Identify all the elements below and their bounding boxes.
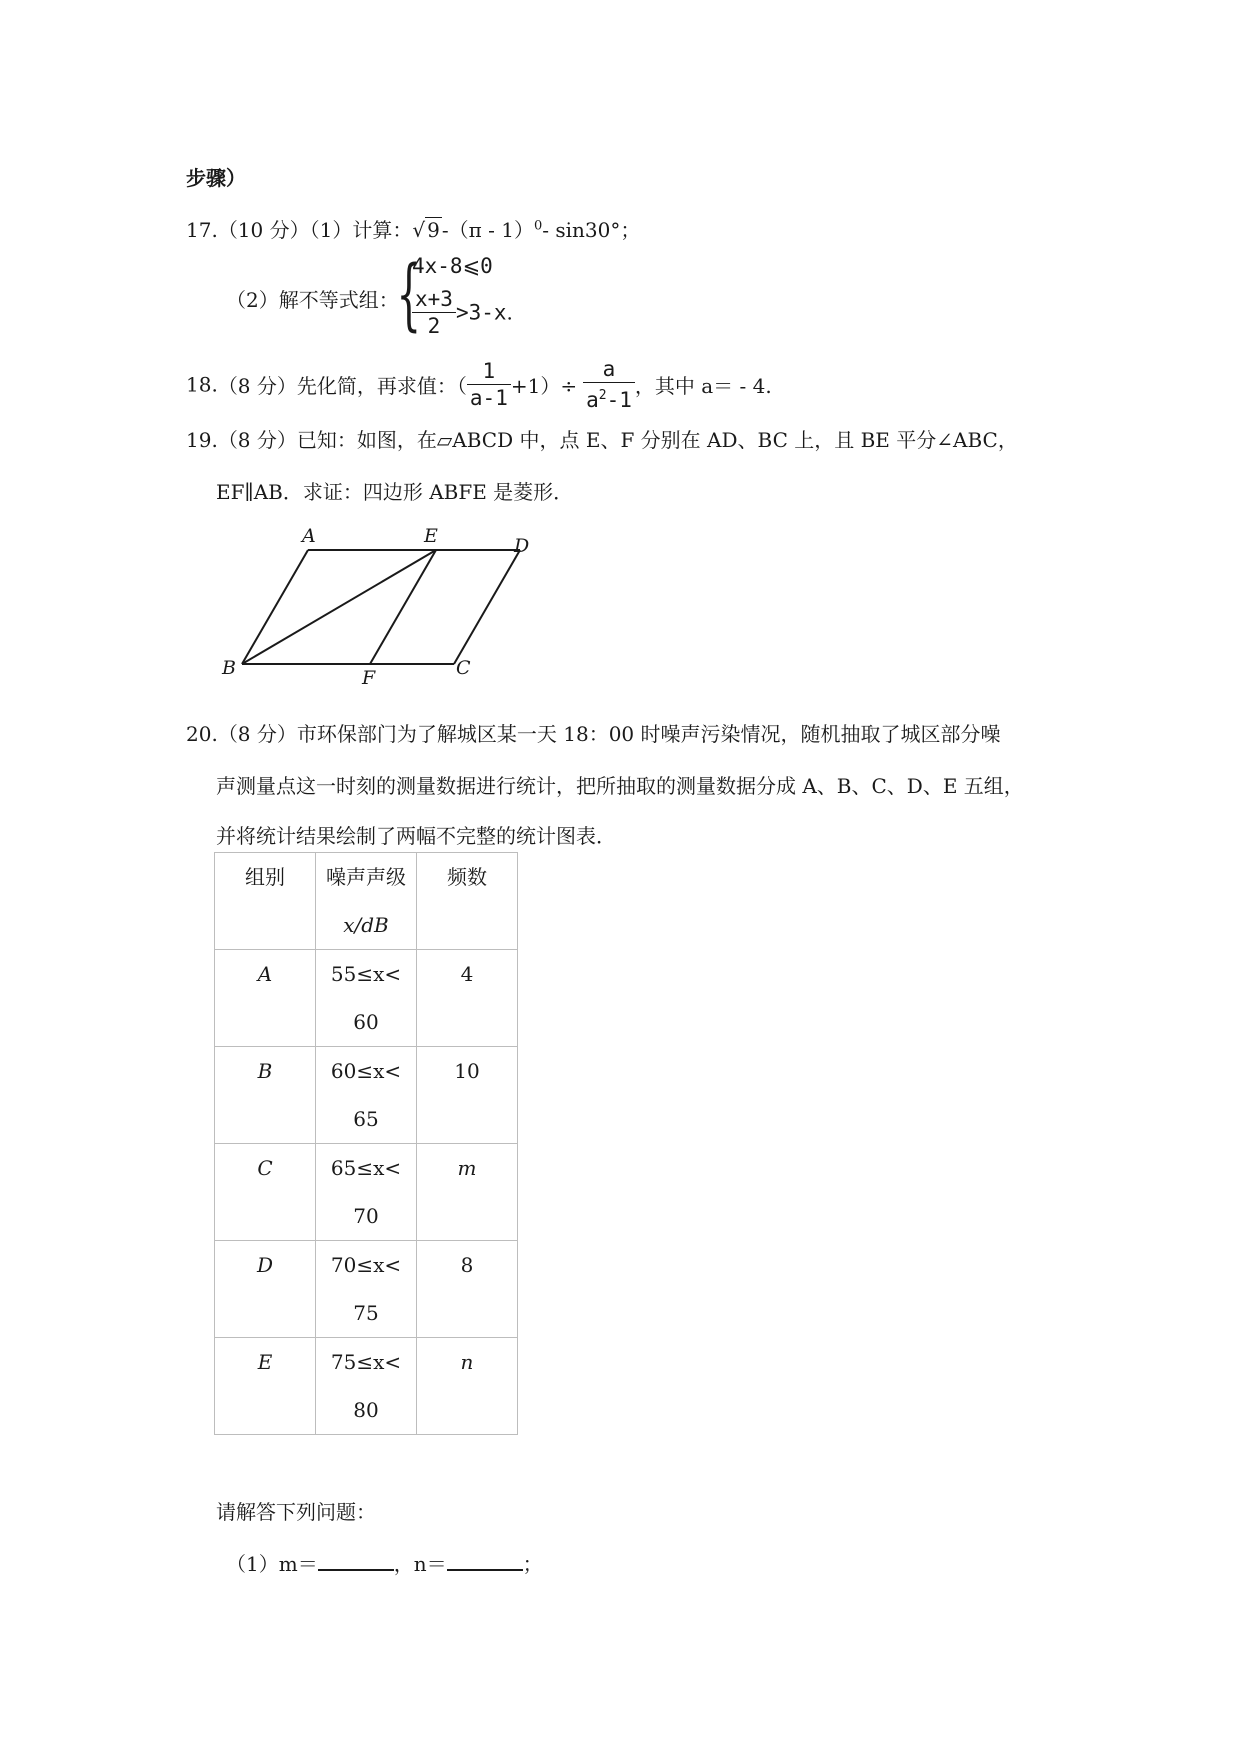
section-fragment: 步骤） xyxy=(186,166,246,190)
cell-range: 60≤x< 65 xyxy=(316,1047,417,1144)
table-row xyxy=(215,1338,518,1435)
question-18 xyxy=(186,356,772,413)
segment-be xyxy=(242,550,436,664)
edge-dc xyxy=(454,550,520,664)
cell-range: 70≤x< 75 xyxy=(316,1241,417,1338)
question-text: 先化简，再求值：（ xyxy=(296,374,467,398)
label-e: E xyxy=(424,525,438,547)
segment-ef xyxy=(370,550,436,664)
cell-range: 55≤x< 60 xyxy=(316,950,417,1047)
question-20-line1 xyxy=(186,718,1001,747)
left-brace: { xyxy=(396,250,422,340)
question-20-line2: 声测量点这一时刻的测量数据进行统计，把所抽取的测量数据分成 A、B、C、D、E 五组， xyxy=(216,774,1024,798)
question-number: 20. xyxy=(186,722,218,746)
cell-group: B xyxy=(215,1047,316,1144)
header-level: 噪声声级 x/dB xyxy=(316,853,417,950)
table-row xyxy=(215,1144,518,1241)
table-row xyxy=(215,950,518,1047)
question-points: （10 分） xyxy=(217,218,310,242)
question-19-line2: EF∥AB．求证：四边形 ABFE 是菱形． xyxy=(216,480,574,504)
question-20-prompt: 请解答下列问题： xyxy=(216,1500,376,1524)
question-number: 18. xyxy=(186,372,218,397)
cell-frequency: n xyxy=(417,1338,518,1435)
inequality-2: $\frac{x+3}{2}$ >3-x. xyxy=(412,286,513,339)
frequency-table xyxy=(214,852,518,1435)
cell-frequency: 4 xyxy=(417,950,518,1047)
part-label: （2）解不等式组： xyxy=(226,288,399,312)
label-a: A xyxy=(302,525,316,547)
cell-group: D xyxy=(215,1241,316,1338)
answer-blank-m[interactable] xyxy=(318,1549,394,1571)
cell-range: 75≤x< 80 xyxy=(316,1338,417,1435)
table-row xyxy=(215,1241,518,1338)
question-tail: ，其中 a＝ - 4. xyxy=(634,374,772,398)
label-f: F xyxy=(362,667,376,684)
cell-range: 65≤x< 70 xyxy=(316,1144,417,1241)
expression-part: -（π - 1） xyxy=(441,218,534,242)
square-root: √ 9 xyxy=(412,218,440,242)
question-number: 17. xyxy=(186,218,218,242)
cell-group: A xyxy=(215,950,316,1047)
expression-part: +1）÷ xyxy=(510,374,578,398)
exponent: 0 xyxy=(533,218,543,234)
parallelogram-figure xyxy=(214,522,554,684)
fraction-1: $\frac{1}{a-1}$ xyxy=(467,358,511,411)
header-frequency: 频数 xyxy=(417,853,518,950)
cell-group: E xyxy=(215,1338,316,1435)
question-20-line3: 并将统计结果绘制了两幅不完整的统计图表． xyxy=(216,824,616,848)
question-points: （8 分） xyxy=(217,374,297,398)
table-row xyxy=(215,1047,518,1144)
label-c: C xyxy=(456,657,471,679)
question-number: 19. xyxy=(186,428,218,452)
answer-blank-n[interactable] xyxy=(447,1549,523,1571)
cell-frequency: 10 xyxy=(417,1047,518,1144)
fraction-2: $\frac{a}{a^2-1}$ xyxy=(583,356,635,413)
part-label: （1）计算： xyxy=(309,218,413,242)
table-header-row xyxy=(215,853,518,950)
sub1-label: （1）m＝ xyxy=(226,1552,318,1576)
sub1-separator: ，n＝ xyxy=(393,1552,447,1576)
question-text: 已知：如图，在▱ABCD 中，点 E、F 分别在 AD、BC 上，且 BE 平分∠ABC， xyxy=(296,428,1018,452)
edge-ab xyxy=(242,550,308,664)
label-d: D xyxy=(514,535,530,557)
question-text: 市环保部门为了解城区某一天 18：00 时噪声污染情况，随机抽取了城区部分噪 xyxy=(296,722,1001,746)
inequality-1: 4x-8⩽0 xyxy=(412,254,493,278)
expression-tail: - sin30°； xyxy=(542,218,641,242)
cell-frequency: m xyxy=(417,1144,518,1241)
question-points: （8 分） xyxy=(217,722,297,746)
cell-group: C xyxy=(215,1144,316,1241)
question-19-line1 xyxy=(186,424,1018,453)
question-points: （8 分） xyxy=(217,428,297,452)
header-group: 组别 xyxy=(215,853,316,950)
label-b: B xyxy=(222,657,236,679)
cell-frequency: 8 xyxy=(417,1241,518,1338)
sub1-end: ； xyxy=(522,1552,543,1576)
question-20-sub1 xyxy=(226,1548,543,1577)
question-17-line1 xyxy=(186,214,640,243)
